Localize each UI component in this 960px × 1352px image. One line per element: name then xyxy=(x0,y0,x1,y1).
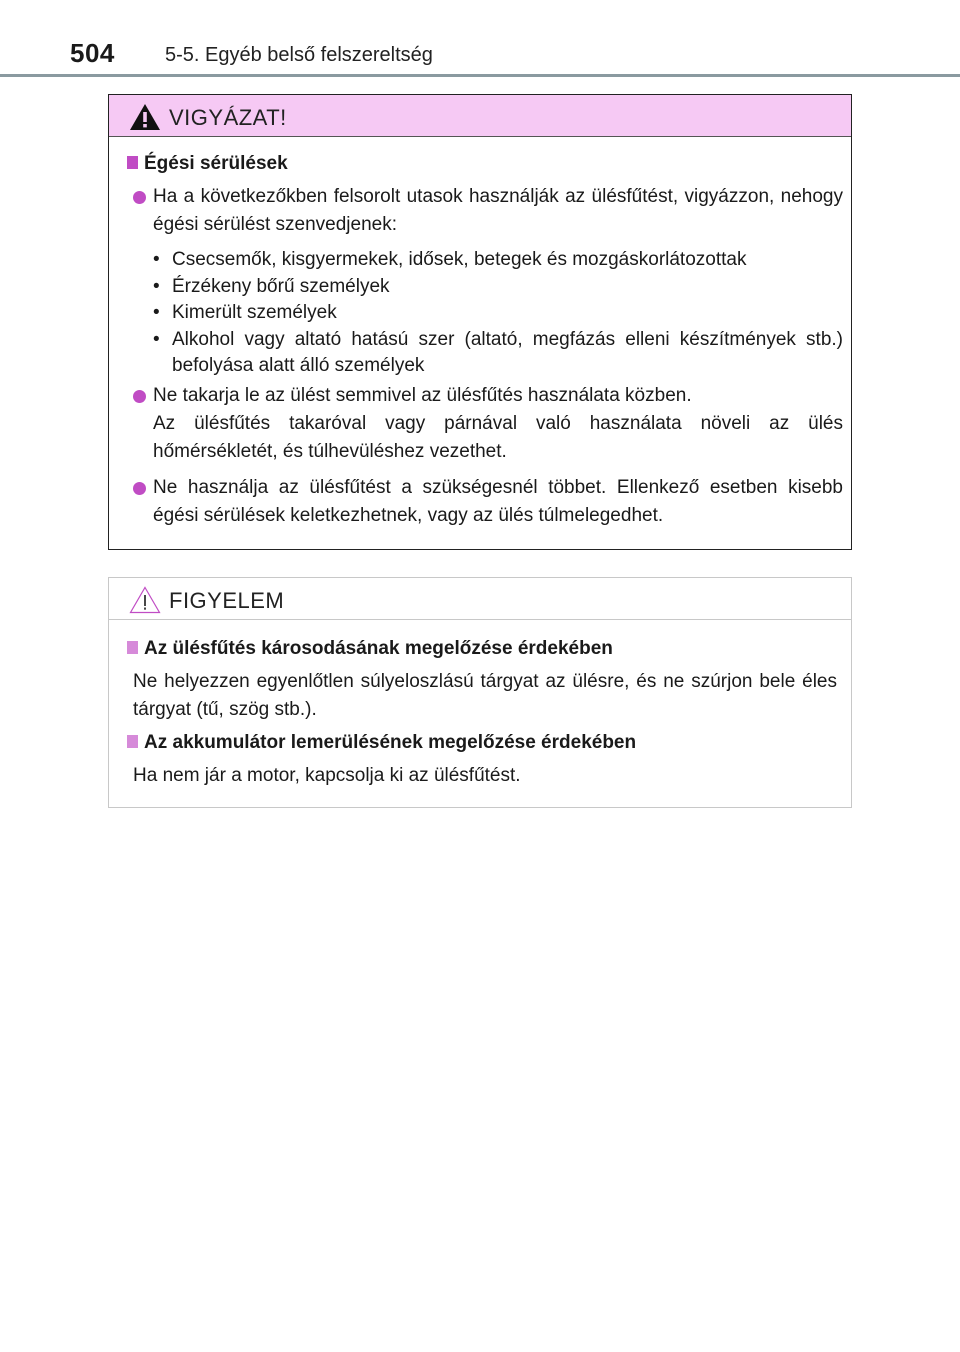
notice-heading-2: Az akkumulátor lemerülésének megelőzése érdekében xyxy=(127,732,636,754)
page-header xyxy=(0,0,960,78)
list-item: • Kimerült személyek xyxy=(153,302,337,323)
list-item: • Érzékeny bőrű személyek xyxy=(153,275,390,297)
warning-item-2-line-2: Az ülésfűtés takaróval vagy párnával való használata növeli az ülés hőmérsékletét, és túlhevüléshez vezethet. xyxy=(153,413,843,462)
list-item: • Csecsemők, kisgyermekek, idősek, betegek és mozgáskorlátozottak xyxy=(153,249,747,270)
warning-box xyxy=(108,94,852,550)
notice-title: FIGYELEM xyxy=(169,588,285,613)
header-rule xyxy=(0,74,960,77)
round-bullet-icon xyxy=(133,191,146,204)
notice-box-header xyxy=(109,578,851,620)
square-bullet-icon xyxy=(127,735,138,748)
notice-text-2: Ha nem jár a motor, kapcsolja ki az ülésfűtést. xyxy=(133,765,521,786)
warning-title: VIGYÁZAT! xyxy=(169,105,287,130)
square-bullet-icon xyxy=(127,641,138,654)
notice-heading-1: Az ülésfűtés károsodásának megelőzése érdekében xyxy=(127,638,613,660)
warning-item-2-line-1: Ne takarja le az ülést semmivel az ülésfűtés használata közben. xyxy=(153,385,692,406)
warning-sublist xyxy=(153,247,843,380)
page-number: 504 xyxy=(70,38,115,68)
list-item: • Alkohol vagy altató hatású szer (altató, megfázás elleni készítmények stb.) befolyása alatt álló személyek xyxy=(153,328,843,376)
round-bullet-icon xyxy=(133,390,146,403)
warning-heading: Égési sérülések xyxy=(127,153,288,175)
round-bullet-icon xyxy=(133,482,146,495)
notice-text-1: Ne helyezzen egyenlőtlen súlyeloszlású tárgyat az ülésre, és ne szúrjon bele éles tárgyat (tű, szög stb.). xyxy=(133,671,837,720)
caution-triangle-outline-icon xyxy=(129,586,161,614)
square-bullet-icon xyxy=(127,156,138,169)
section-title: 5-5. Egyéb belső felszereltség xyxy=(165,44,433,66)
warning-box-header xyxy=(109,95,851,137)
warning-item-2 xyxy=(153,382,843,466)
warning-item-1: Ha a következőkben felsorolt utasok használják az ülésfűtést, vigyázzon, nehogy égési sérülést szenvedjenek: xyxy=(153,186,843,235)
notice-box xyxy=(108,577,852,808)
warning-item-3: Ne használja az ülésfűtést a szükségesnél többet. Ellenkező esetben kisebb égési sérülések keletkezhetnek, vagy az ülés túlmelegedhet. xyxy=(153,477,843,526)
warning-triangle-icon xyxy=(129,103,161,131)
